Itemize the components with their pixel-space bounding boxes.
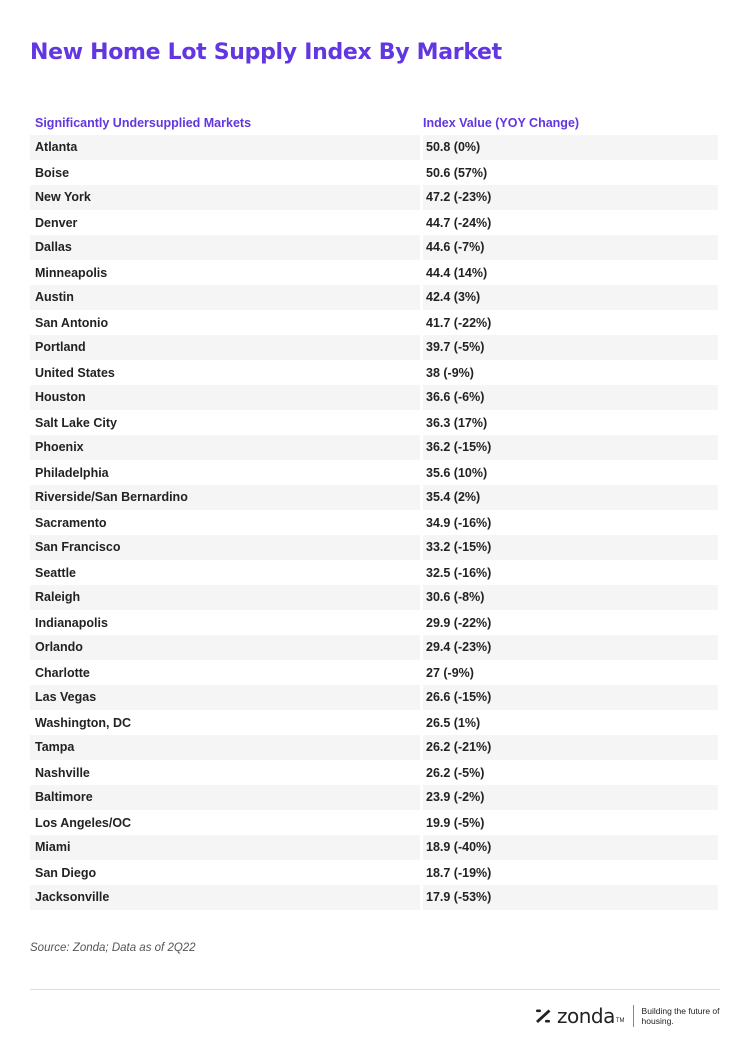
table-row [30, 310, 718, 335]
index-value-cell: 41.7 (-22%) [426, 315, 492, 330]
index-value-cell: 39.7 (-5%) [423, 335, 718, 360]
market-name-cell: Raleigh [30, 585, 420, 610]
market-name-cell: Austin [30, 285, 420, 310]
table-row [30, 885, 718, 910]
table-row [30, 860, 718, 885]
column-header-market: Significantly Undersupplied Markets [35, 115, 252, 130]
index-value-cell: 36.2 (-15%) [423, 435, 718, 460]
page-title: New Home Lot Supply Index By Market [30, 40, 502, 65]
market-name-cell: Sacramento [35, 515, 107, 530]
index-value-cell: 26.6 (-15%) [423, 685, 718, 710]
table-row [30, 210, 718, 235]
table-body [30, 135, 718, 910]
table-row [30, 185, 718, 210]
table-row [30, 635, 718, 660]
market-name-cell: Portland [30, 335, 420, 360]
index-value-cell: 19.9 (-5%) [426, 815, 485, 830]
market-name-cell: Seattle [35, 565, 76, 580]
table-row [30, 335, 718, 360]
table-row [30, 760, 718, 785]
market-name-cell: Charlotte [35, 665, 90, 680]
index-value-cell: 32.5 (-16%) [426, 565, 492, 580]
table-row [30, 810, 718, 835]
market-name-cell: Jacksonville [30, 885, 420, 910]
index-value-cell: 38 (-9%) [426, 365, 474, 380]
column-header-index: Index Value (YOY Change) [423, 115, 580, 130]
brand-name: zonda [557, 1004, 615, 1028]
zonda-brand [535, 1004, 720, 1028]
table-row [30, 735, 718, 760]
table-row [30, 510, 718, 535]
table-row [30, 610, 718, 635]
market-name-cell: Los Angeles/OC [35, 815, 132, 830]
index-value-cell: 36.3 (17%) [426, 415, 488, 430]
table-row [30, 460, 718, 485]
market-name-cell: Orlando [30, 635, 420, 660]
index-value-cell: 36.6 (-6%) [423, 385, 718, 410]
market-name-cell: Phoenix [30, 435, 420, 460]
table-row [30, 585, 718, 610]
market-name-cell: Indianapolis [35, 615, 108, 630]
table-row [30, 785, 718, 810]
market-name-cell: San Antonio [35, 315, 109, 330]
market-name-cell: Minneapolis [35, 265, 108, 280]
market-name-cell: San Francisco [30, 535, 420, 560]
index-value-cell: 17.9 (-53%) [423, 885, 718, 910]
market-name-cell: Houston [30, 385, 420, 410]
market-name-cell: Baltimore [30, 785, 420, 810]
index-value-cell: 34.9 (-16%) [426, 515, 492, 530]
market-name-cell: Atlanta [30, 135, 420, 160]
table-row [30, 235, 718, 260]
table-row [30, 360, 718, 385]
market-name-cell: Salt Lake City [35, 415, 117, 430]
table-row [30, 285, 718, 310]
index-value-cell: 18.9 (-40%) [423, 835, 718, 860]
table-row [30, 535, 718, 560]
index-value-cell: 47.2 (-23%) [423, 185, 718, 210]
market-name-cell: New York [30, 185, 420, 210]
table-row [30, 710, 718, 735]
market-name-cell: Washington, DC [35, 715, 132, 730]
index-value-cell: 44.4 (14%) [426, 265, 488, 280]
zonda-z-logo-icon [535, 1008, 551, 1024]
index-value-cell: 42.4 (3%) [423, 285, 718, 310]
table-row [30, 260, 718, 285]
footer-divider [30, 989, 720, 990]
table-row [30, 410, 718, 435]
source-note: Source: Zonda; Data as of 2Q22 [30, 942, 196, 954]
table-row [30, 435, 718, 460]
market-name-cell: Dallas [30, 235, 420, 260]
index-value-cell: 29.4 (-23%) [423, 635, 718, 660]
index-value-cell: 18.7 (-19%) [426, 865, 492, 880]
index-value-cell: 26.2 (-21%) [423, 735, 718, 760]
table-row [30, 160, 718, 185]
market-name-cell: Philadelphia [35, 465, 109, 480]
index-value-cell: 35.4 (2%) [423, 485, 718, 510]
market-table [30, 110, 718, 910]
table-row [30, 135, 718, 160]
market-name-cell: Boise [35, 165, 70, 180]
table-row [30, 485, 718, 510]
index-value-cell: 50.8 (0%) [423, 135, 718, 160]
index-value-cell: 27 (-9%) [426, 665, 474, 680]
market-name-cell: Tampa [30, 735, 420, 760]
index-value-cell: 44.7 (-24%) [426, 215, 492, 230]
index-value-cell: 33.2 (-15%) [423, 535, 718, 560]
brand-tagline: Building the future of housing. [641, 1006, 720, 1026]
index-value-cell: 26.5 (1%) [426, 715, 481, 730]
table-row [30, 685, 718, 710]
market-name-cell: San Diego [35, 865, 97, 880]
index-value-cell: 35.6 (10%) [426, 465, 488, 480]
market-name-cell: Las Vegas [30, 685, 420, 710]
trademark: TM [615, 1018, 625, 1024]
table-row [30, 660, 718, 685]
market-name-cell: Denver [35, 215, 78, 230]
market-name-cell: United States [35, 365, 115, 380]
index-value-cell: 44.6 (-7%) [423, 235, 718, 260]
table-row [30, 560, 718, 585]
market-name-cell: Miami [30, 835, 420, 860]
index-value-cell: 50.6 (57%) [426, 165, 488, 180]
index-value-cell: 23.9 (-2%) [423, 785, 718, 810]
table-header-row [30, 110, 718, 135]
table-row [30, 385, 718, 410]
index-value-cell: 29.9 (-22%) [426, 615, 492, 630]
index-value-cell: 26.2 (-5%) [426, 765, 485, 780]
index-value-cell: 30.6 (-8%) [423, 585, 718, 610]
brand-separator [633, 1005, 634, 1027]
market-name-cell: Nashville [35, 765, 90, 780]
table-row [30, 835, 718, 860]
market-name-cell: Riverside/San Bernardino [30, 485, 420, 510]
